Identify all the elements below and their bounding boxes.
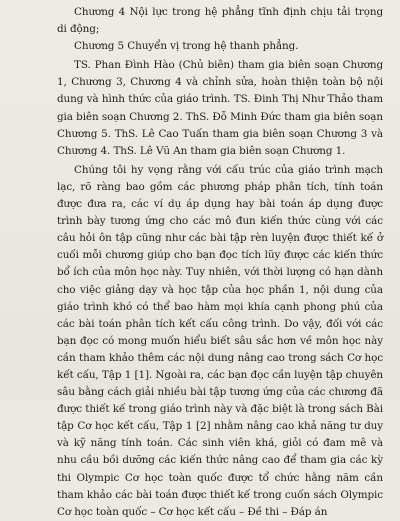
authors-paragraph: TS. Phan Đình Hào (Chủ biên) tham gia biên soạn Chương 1, Chương 3, Chương 4 và chỉnh sửa, hoàn thiện toàn bộ nội dung và hình thức của giáo trình. TS. Đinh Thị Như Thảo tham gia biên soạn Chương 2. ThS. Đỗ Minh Đức tham gia biên soạn Chương 5. ThS. Lê Cao Tuấn tham gia biên soạn Chương 3 và Chương 4. ThS. Lê Vũ An tham gia biên soạn Chương 1. — [57, 59, 383, 157]
chapter-5-line: Chương 5 Chuyển vị trong hệ thanh phẳng. — [74, 40, 299, 53]
main-paragraph: Chúng tôi hy vọng rằng với cấu trúc của giáo trình mạch lạc, rõ ràng bao gồm các phương pháp phân tích, tính toán được đưa ra, các ví dụ áp dụng hay bài toán áp dụng được trình bày tương ứng cho các mô đun kiến thức cùng với các câu hỏi ôn tập cũng như các bài tập rèn luyện được thiết kế ở cuối mỗi chương giúp cho bạn đọc tích lũy được các kiến thức bổ ích của môn học này. Tuy nhiên, với thời lượng có hạn dành cho việc giảng dạy và học tập của học phần 1, nội dung của giáo trình khó có thể bao hàm mọi khía cạnh phong phú của các bài toán phân tích kết cấu công trình. Do vậy, đối với các bạn đọc có mong muốn hiểu biết sâu sắc hơn về môn học này cần tham khảo thêm các nội dung nâng cao trong sách Cơ học kết cấu, Tập 1 [1]. Ngoài ra, các bạn đọc cần luyện tập chuyên sâu bằng cách giải nhiều bài tập tương ứng của các chương đã được thiết kế trong giáo trình này và đặc biệt là trong sách Bài tập Cơ học kết cấu, Tập 1 [2] nhằm nâng cao khả năng tư duy và kỹ năng tính toán. Các sinh viên khá, giỏi có đam mê và nhu cầu bồi dưỡng các kiến thức nâng cao để tham gia các kỳ thi Olympic Cơ học toàn quốc được tổ chức hằng năm cần tham khảo các bài toán được thiết kế trong cuốn sách Olympic Cơ học toàn quốc – Cơ học kết cấu – Đề thi – Đáp án — [57, 163, 383, 518]
chapter-4-line: Chương 4 Nội lực trong hệ phẳng tĩnh định chịu tải trọng di động; — [57, 6, 383, 36]
document-body — [57, 4, 383, 521]
